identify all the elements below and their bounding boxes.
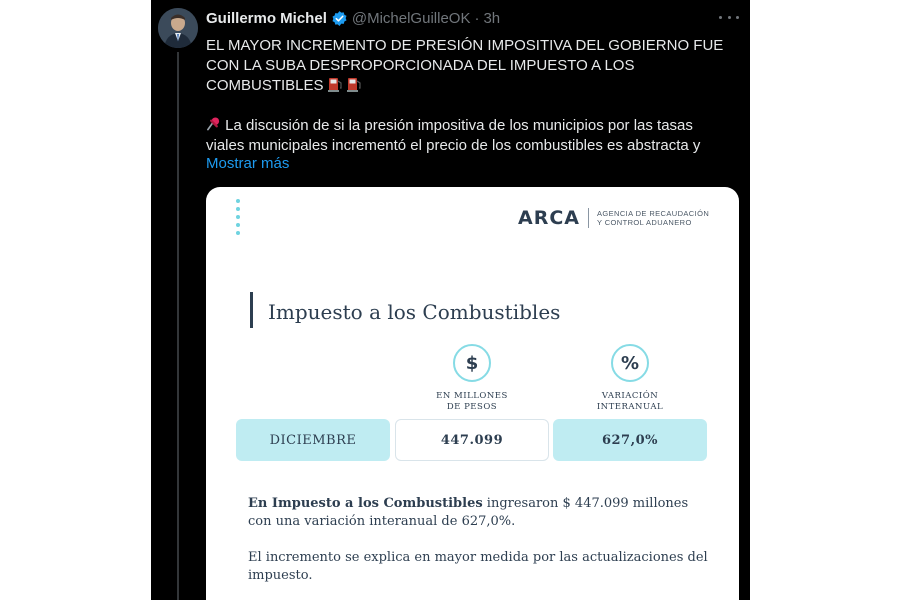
- decorative-dots: [236, 199, 242, 239]
- amount-cell: 447.099: [395, 419, 549, 461]
- tweet-panel: [151, 0, 750, 600]
- card-title: Impuesto a los Combustibles: [268, 300, 561, 324]
- pushpin-emoji: [206, 116, 221, 132]
- arca-logo: [518, 207, 709, 229]
- arca-wordmark: ARCA: [518, 207, 580, 229]
- tweet-text-line: La discusión de si la presión impositiva de los municipios por las tasas: [206, 116, 741, 136]
- author-name[interactable]: Guillermo Michel: [206, 9, 327, 27]
- dollar-icon: $: [453, 344, 491, 382]
- variation-label: VARIACIÓN INTERANUAL: [596, 391, 664, 412]
- tweet-header: [206, 8, 500, 28]
- card-body-text: [248, 495, 708, 600]
- author-avatar[interactable]: [158, 8, 198, 48]
- fuel-pump-emoji: [328, 76, 343, 92]
- avatar-photo: [158, 8, 198, 48]
- tweet-media-image[interactable]: [206, 187, 739, 600]
- arca-tagline: AGENCIA DE RECAUDACIÓN Y CONTROL ADUANERO: [596, 209, 710, 227]
- fuel-pump-emoji: [347, 76, 362, 92]
- card-paragraph: En Impuesto a los Combustibles ingresaron $ 447.099 millones con una variación interanual de 627,0%.: [248, 496, 689, 529]
- author-handle[interactable]: @MichelGuilleOK: [351, 9, 471, 27]
- more-options-icon[interactable]: [719, 10, 739, 24]
- thread-line: [177, 52, 179, 600]
- tweet-text: [206, 36, 741, 156]
- tweet-text-line: CON LA SUBA DESPROPORCIONADA DEL IMPUESTO A LOS: [206, 57, 635, 74]
- card-paragraph: El incremento se explica en mayor medida por las actualizaciones del impuesto.: [248, 550, 708, 583]
- tweet-text-line: COMBUSTIBLES: [206, 76, 741, 96]
- variation-cell: 627,0%: [553, 419, 707, 461]
- amount-label: EN MILLONES DE PESOS: [436, 391, 508, 412]
- separator-dot: ·: [474, 9, 480, 27]
- title-accent-bar: [250, 292, 253, 328]
- verified-badge-icon: [331, 10, 348, 27]
- percent-icon: %: [611, 344, 649, 382]
- tweet-text-line: EL MAYOR INCREMENTO DE PRESIÓN IMPOSITIVA DEL GOBIERNO FUE: [206, 37, 724, 54]
- month-cell: DICIEMBRE: [236, 419, 390, 461]
- tweet-timestamp[interactable]: 3h: [483, 9, 501, 27]
- show-more-link[interactable]: Mostrar más: [206, 155, 290, 172]
- tweet-text-line: viales municipales incrementó el precio de los combustibles es abstracta y: [206, 137, 701, 154]
